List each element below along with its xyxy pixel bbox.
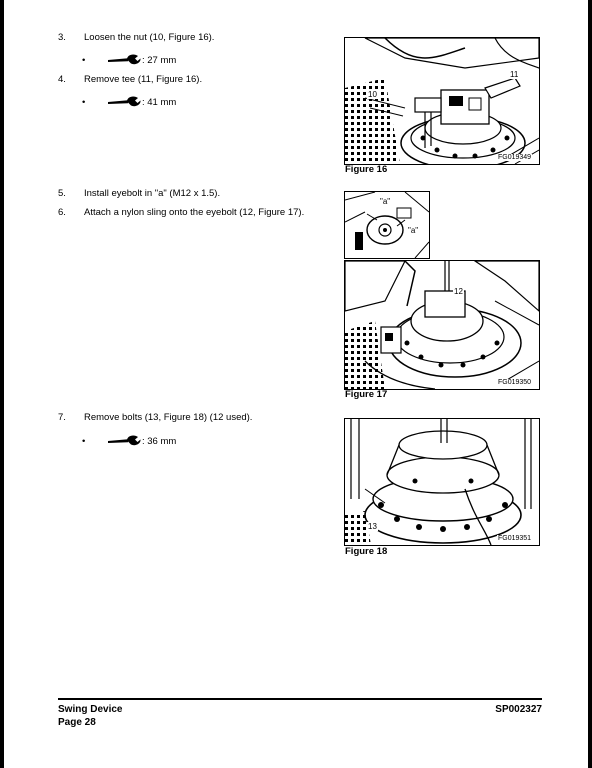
wrench-size: : 36 mm bbox=[142, 436, 177, 447]
figure-16-image bbox=[344, 37, 540, 165]
figure-code: FG019350 bbox=[498, 379, 532, 386]
footer-divider bbox=[58, 698, 542, 700]
bullet-dot: • bbox=[82, 97, 86, 108]
wrench-icon bbox=[106, 53, 142, 68]
figure-18-image bbox=[344, 418, 540, 546]
callout-10: 10 bbox=[368, 90, 377, 99]
callout-a-1: "a" bbox=[380, 197, 391, 206]
step-number: 5. bbox=[58, 188, 66, 199]
figure-code: FG019351 bbox=[498, 535, 532, 542]
step-number: 3. bbox=[58, 32, 66, 43]
footer-page-number: Page 28 bbox=[58, 717, 96, 728]
left-page-edge bbox=[0, 0, 4, 768]
step-text: Remove bolts (13, Figure 18) (12 used). bbox=[84, 412, 253, 423]
right-page-edge bbox=[588, 0, 592, 768]
figure-16-caption: Figure 16 bbox=[345, 164, 388, 175]
figure-17-caption: Figure 17 bbox=[345, 389, 388, 400]
figure-code: FG019349 bbox=[498, 154, 532, 161]
bullet-dot: • bbox=[82, 436, 86, 447]
step-text: Loosen the nut (10, Figure 16). bbox=[84, 32, 215, 43]
footer-doc-id: SP002327 bbox=[495, 704, 542, 715]
callout-12: 12 bbox=[454, 287, 463, 296]
step-number: 7. bbox=[58, 412, 66, 423]
step-text: Remove tee (11, Figure 16). bbox=[84, 74, 203, 85]
callout-a-2: "a" bbox=[408, 226, 419, 235]
step-number: 4. bbox=[58, 74, 66, 85]
wrench-size: : 27 mm bbox=[142, 55, 177, 66]
wrench-size: : 41 mm bbox=[142, 97, 177, 108]
step-text: Attach a nylon sling onto the eyebolt (12, Figure 17). bbox=[84, 207, 305, 218]
callout-11: 11 bbox=[510, 70, 519, 79]
step-text: Install eyebolt in "a" (M12 x 1.5). bbox=[84, 188, 221, 199]
footer-section-title: Swing Device bbox=[58, 704, 123, 715]
figure-17-inset bbox=[344, 191, 430, 259]
figure-18-caption: Figure 18 bbox=[345, 546, 388, 557]
figure-17-image bbox=[344, 260, 540, 390]
wrench-icon bbox=[106, 95, 142, 110]
step-number: 6. bbox=[58, 207, 66, 218]
callout-13: 13 bbox=[368, 522, 377, 531]
wrench-icon bbox=[106, 434, 142, 449]
bullet-dot: • bbox=[82, 55, 86, 66]
